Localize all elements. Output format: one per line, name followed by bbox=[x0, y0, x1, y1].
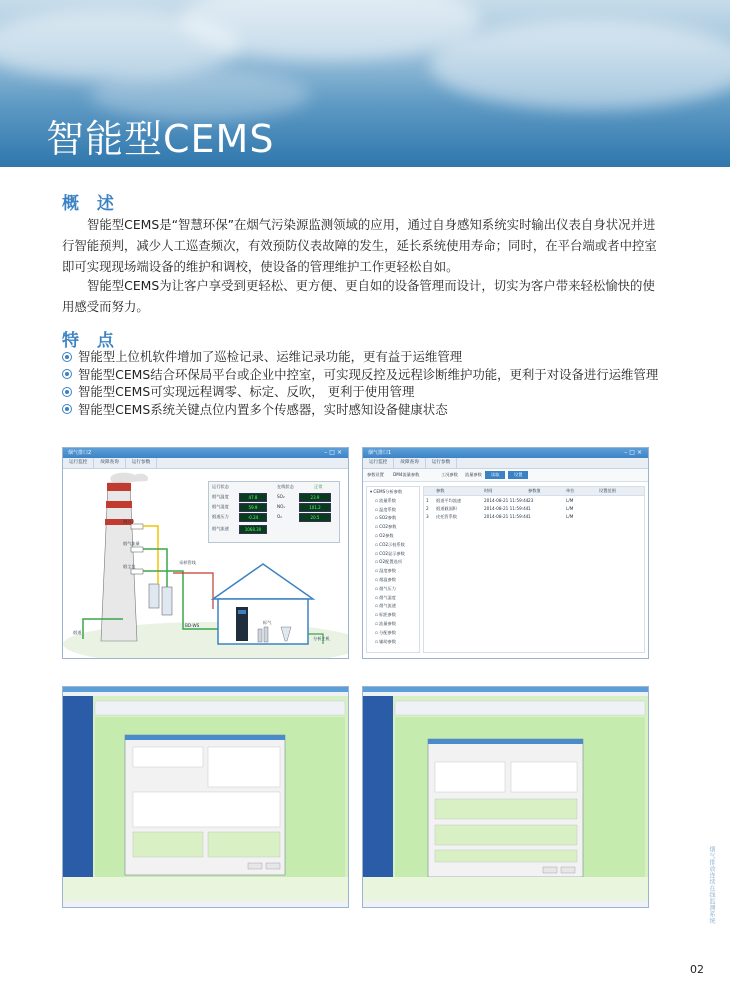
table-cell: 3 bbox=[426, 514, 429, 519]
reading-value: 1068.30 bbox=[239, 525, 267, 534]
reading-label: 运行状态 bbox=[212, 484, 229, 489]
label-dust-meter: 烟尘仪 bbox=[123, 564, 136, 569]
overview-paragraph-1: 智能型CEMS是“智慧环保”在烟气污染源监测领域的应用，通过自身感知系统实时输出仪表自身状况并进行智能预判，减少人工巡查频次，有效预防仪表故障的发生，延长系统使用寿命；同时，在平台端或者中控室即可实现现场端设备的维护和调校，使设备的管理维护工作更轻松自如。 bbox=[62, 217, 657, 274]
tree-item[interactable]: ▫ 标距参数 bbox=[375, 612, 396, 618]
label-flow: 烟气流量 bbox=[123, 541, 140, 546]
side-mark: 烟气排放连续在线监测系统 bbox=[708, 846, 715, 924]
overview-heading: 概 述 bbox=[62, 194, 120, 214]
overview-paragraph-2: 智能型CEMS为让客户享受到更轻松、更方便、更自如的设备管理而设计，切实为客户带来轻松愉快的使用感受而努力。 bbox=[62, 278, 655, 314]
header-banner bbox=[0, 0, 730, 167]
column-header: 单位 bbox=[566, 488, 575, 493]
parameter-table bbox=[423, 486, 645, 653]
window-controls-icon: –□× bbox=[624, 449, 644, 456]
table-cell: 2014-08-21 11:59:44 bbox=[484, 506, 529, 511]
window-controls-icon: –□× bbox=[324, 449, 344, 456]
bullet-icon bbox=[62, 352, 72, 362]
tree-item[interactable]: ▫ 湿度参数 bbox=[375, 568, 396, 574]
tree-item[interactable]: ▫ 温度系数 bbox=[375, 506, 396, 512]
tree-item[interactable]: ▫ O2参数 bbox=[375, 533, 394, 538]
table-cell: 1 bbox=[426, 498, 429, 503]
parameter-tree bbox=[366, 486, 420, 653]
tree-item[interactable]: ▫ CO2示校系数 bbox=[375, 541, 405, 547]
bullet-icon bbox=[62, 387, 72, 397]
tree-item[interactable]: ▫ 分配参数 bbox=[375, 629, 396, 635]
table-cell: 1 bbox=[528, 514, 531, 519]
tab-params[interactable]: 运行参数 bbox=[126, 458, 157, 468]
page-title: 智能型CEMS bbox=[46, 117, 275, 161]
option-radio[interactable]: 流量参数 bbox=[465, 472, 482, 477]
tab-bar bbox=[363, 458, 648, 469]
screenshot-monitoring bbox=[62, 447, 349, 659]
label-analyzer: 分析主机 bbox=[313, 636, 330, 641]
tree-item[interactable]: ▫ 流量参数 bbox=[375, 621, 396, 626]
tree-item[interactable]: ▾ CEMS分析参数 bbox=[370, 489, 403, 494]
feature-item: 智能型CEMS结合环保局平台或企业中控室，可实现反控及远程诊断维护功能，更利于对设备进行运维管理 bbox=[62, 366, 658, 384]
table-cell: L/M bbox=[566, 506, 574, 511]
bullet-icon bbox=[62, 404, 72, 414]
table-cell: 皮托管系数 bbox=[436, 514, 457, 519]
table-cell: 烟道截面积 bbox=[436, 506, 457, 511]
screenshot-inspection bbox=[62, 686, 349, 908]
reading-value: 47.8 bbox=[239, 493, 267, 502]
tree-item[interactable]: ▫ CO2参数 bbox=[375, 524, 397, 530]
tab-monitor[interactable]: 运行监控 bbox=[363, 458, 394, 468]
features-heading: 特 点 bbox=[62, 331, 120, 351]
option-radio[interactable]: 工况参数 bbox=[441, 472, 458, 477]
label-sampling-line: 采样管线 bbox=[179, 560, 196, 565]
table-cell: 1 bbox=[528, 506, 531, 511]
tree-item[interactable]: ▫ 烟气压力 bbox=[375, 585, 396, 591]
reading-value: 59.9 bbox=[239, 503, 267, 512]
table-cell: 2014-08-21 11:59:44 bbox=[484, 498, 529, 503]
screenshot-maintenance bbox=[362, 686, 649, 908]
label-flue: 烟道 bbox=[73, 630, 82, 635]
status-value: 正常 bbox=[314, 484, 323, 489]
option-label: 参数设置 bbox=[367, 472, 384, 477]
feature-item: 智能型CEMS可实现远程调零、标定、反吹， 更利于使用管理 bbox=[62, 383, 658, 401]
table-cell: L/M bbox=[566, 498, 574, 503]
tab-faults[interactable]: 故障查询 bbox=[94, 458, 125, 468]
bullet-icon bbox=[62, 369, 72, 379]
column-header: 参数 bbox=[436, 488, 445, 493]
tree-item[interactable]: ▫ 流量系数 bbox=[375, 497, 396, 503]
screenshot-parameters bbox=[362, 447, 649, 659]
inspection-window-drawing bbox=[63, 687, 348, 907]
tree-item[interactable]: ▫ 烟气湿度 bbox=[375, 594, 396, 600]
reading-value: 23.9 bbox=[299, 493, 331, 502]
table-cell: 2 bbox=[426, 506, 429, 511]
feature-item: 智能型CEMS系统关键点位内置多个传感器，实时感知设备健康状态 bbox=[62, 401, 658, 419]
reading-value: 101.2 bbox=[299, 503, 331, 512]
label-measure-point: 测点3 bbox=[123, 519, 135, 524]
reading-value: 20.5 bbox=[299, 513, 331, 522]
reading-label: 在线状态 bbox=[277, 484, 294, 489]
label-standard-gas: 标气 bbox=[263, 620, 272, 625]
window-titlebar: 烟气排口2 –□× bbox=[63, 448, 348, 458]
tree-item[interactable]: ▫ O2配置选项 bbox=[375, 559, 402, 565]
tab-params[interactable]: 运行参数 bbox=[426, 458, 457, 468]
tree-item[interactable]: ▫ CO2显示参数 bbox=[375, 550, 405, 556]
column-header: 参数值 bbox=[528, 488, 541, 493]
reading-label: 烟气流速 bbox=[212, 526, 229, 531]
column-header: 设置范围 bbox=[599, 488, 616, 493]
option-radio[interactable]: DM4流量参数 bbox=[393, 472, 420, 477]
readings-panel bbox=[208, 481, 340, 543]
set-button[interactable]: 设置 bbox=[508, 471, 528, 479]
table-cell: 烟道平均流速 bbox=[436, 498, 462, 503]
table-cell: 2014-08-21 11:59:44 bbox=[484, 514, 529, 519]
tree-item[interactable]: ▫ 烟温参数 bbox=[375, 577, 396, 582]
column-header: 时间 bbox=[484, 488, 493, 493]
tree-item[interactable]: ▫ 辅助参数 bbox=[375, 638, 396, 644]
label-bdws: BD-WS bbox=[185, 623, 200, 628]
read-button[interactable]: 读取 bbox=[485, 471, 505, 479]
tab-bar bbox=[63, 458, 348, 469]
reading-label: 烟道压力 bbox=[212, 514, 229, 519]
table-header bbox=[424, 487, 644, 496]
maintenance-window-drawing bbox=[363, 687, 648, 907]
table-cell: L/M bbox=[566, 514, 574, 519]
page-number: 02 bbox=[690, 963, 704, 976]
reading-label: 烟气湿度 bbox=[212, 504, 229, 509]
tree-item[interactable]: ▫ SO2参数 bbox=[375, 515, 397, 521]
tree-item[interactable]: ▫ 烟气流速 bbox=[375, 603, 396, 609]
table-cell: 23 bbox=[528, 498, 534, 503]
tab-monitor[interactable]: 运行监控 bbox=[63, 458, 94, 468]
reading-label: O₂ bbox=[277, 514, 282, 519]
options-bar bbox=[363, 469, 648, 482]
features-list bbox=[62, 348, 658, 418]
window-titlebar: 烟气排口1 –□× bbox=[363, 448, 648, 458]
reading-label: SO₂ bbox=[277, 494, 285, 499]
reading-value: -0.24 bbox=[239, 513, 267, 522]
feature-item: 智能型上位机软件增加了巡检记录、运维记录功能，更有益于运维管理 bbox=[62, 348, 658, 366]
tab-faults[interactable]: 故障查询 bbox=[394, 458, 425, 468]
reading-label: NOₓ bbox=[277, 504, 286, 509]
reading-label: 烟气温度 bbox=[212, 494, 229, 499]
